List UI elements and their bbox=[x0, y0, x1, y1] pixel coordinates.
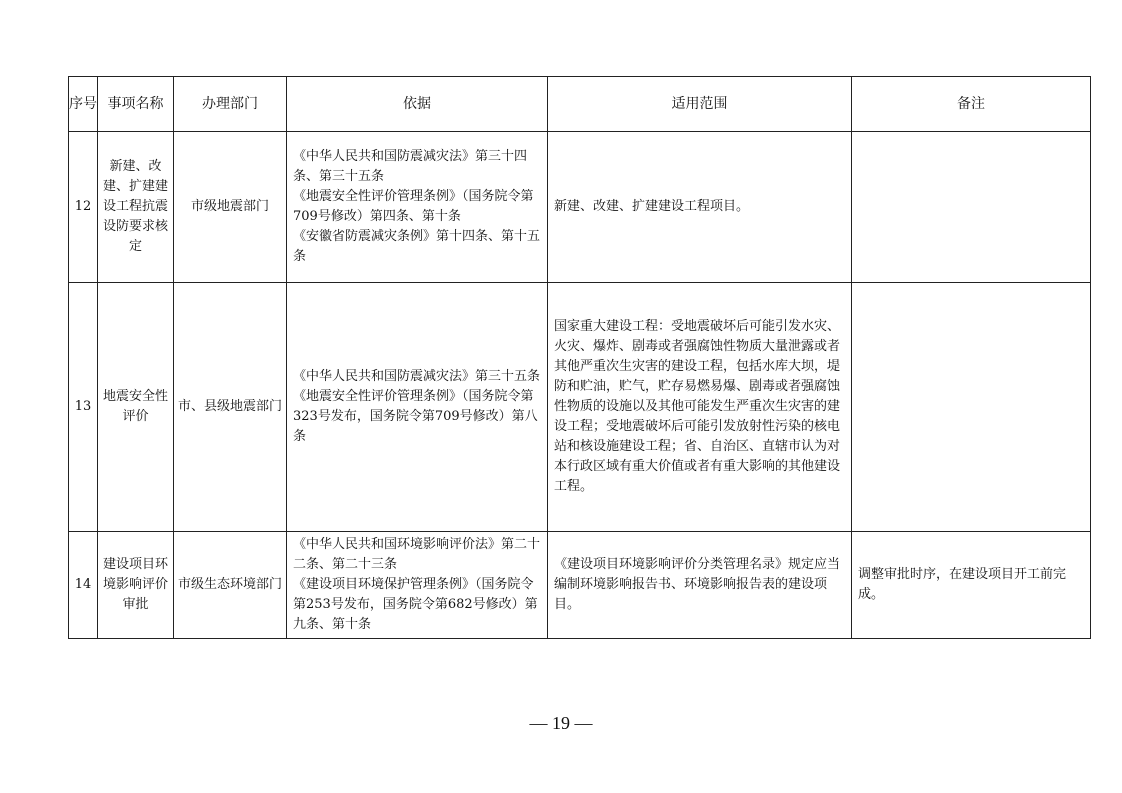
basis-line: 《中华人民共和国环境影响评价法》第二十二条、第二十三条 bbox=[293, 537, 541, 572]
row-basis bbox=[287, 132, 548, 283]
basis-line: 《地震安全性评价管理条例》（国务院令第323号发布，国务院令第709号修改）第八条 bbox=[293, 389, 538, 444]
basis-line: 《中华人民共和国防震减灾法》第三十五条 bbox=[293, 369, 541, 384]
row-no: 14 bbox=[69, 532, 98, 639]
row-item-name: 建设项目环境影响评价审批 bbox=[98, 532, 174, 639]
table-row bbox=[69, 532, 1091, 639]
row-note bbox=[852, 283, 1091, 532]
row-note bbox=[852, 132, 1091, 283]
row-note: 调整审批时序，在建设项目开工前完成。 bbox=[852, 532, 1091, 639]
row-item-name: 新建、改建、扩建建设工程抗震设防要求核定 bbox=[98, 132, 174, 283]
items-table bbox=[68, 76, 1091, 639]
basis-line: 《建设项目环境保护管理条例》（国务院令第253号发布，国务院令第682号修改）第九条、第十条 bbox=[293, 577, 538, 632]
page-number: — 19 — bbox=[529, 713, 593, 733]
row-dept: 市、县级地震部门 bbox=[174, 283, 287, 532]
header-no: 序号 bbox=[69, 77, 98, 132]
row-basis bbox=[287, 283, 548, 532]
row-dept: 市级生态环境部门 bbox=[174, 532, 287, 639]
row-scope: 《建设项目环境影响评价分类管理名录》规定应当编制环境影响报告书、环境影响报告表的建设项目。 bbox=[548, 532, 852, 639]
row-dept: 市级地震部门 bbox=[174, 132, 287, 283]
basis-line: 《地震安全性评价管理条例》（国务院令第709号修改）第四条、第十条 bbox=[293, 189, 534, 224]
header-note: 备注 bbox=[852, 77, 1091, 132]
row-item-name: 地震安全性评价 bbox=[98, 283, 174, 532]
header-scope: 适用范围 bbox=[548, 77, 852, 132]
table-header-row bbox=[69, 77, 1091, 132]
row-no: 13 bbox=[69, 283, 98, 532]
row-scope: 国家重大建设工程：受地震破坏后可能引发水灾、火灾、爆炸、剧毒或者强腐蚀性物质大量泄露或者其他严重次生灾害的建设工程，包括水库大坝，堤防和贮油，贮气，贮存易燃易爆、剧毒或者强腐蚀性物质的设施以及其他可能发生严重次生灾害的建设工程；受地震破坏后可能引发放射性污染的核电站和核设施建设工程；省、自治区、直辖市认为对本行政区域有重大价值或者有重大影响的其他建设工程。 bbox=[548, 283, 852, 532]
header-dept: 办理部门 bbox=[174, 77, 287, 132]
row-scope: 新建、改建、扩建建设工程项目。 bbox=[548, 132, 852, 283]
table-row bbox=[69, 283, 1091, 532]
basis-line: 《中华人民共和国防震减灾法》第三十四条、第三十五条 bbox=[293, 149, 528, 184]
table-row bbox=[69, 132, 1091, 283]
row-no: 12 bbox=[69, 132, 98, 283]
row-basis bbox=[287, 532, 548, 639]
basis-line: 《安徽省防震减灾条例》第十四条、第十五条 bbox=[293, 229, 541, 264]
header-basis: 依据 bbox=[287, 77, 548, 132]
header-name: 事项名称 bbox=[98, 77, 174, 132]
